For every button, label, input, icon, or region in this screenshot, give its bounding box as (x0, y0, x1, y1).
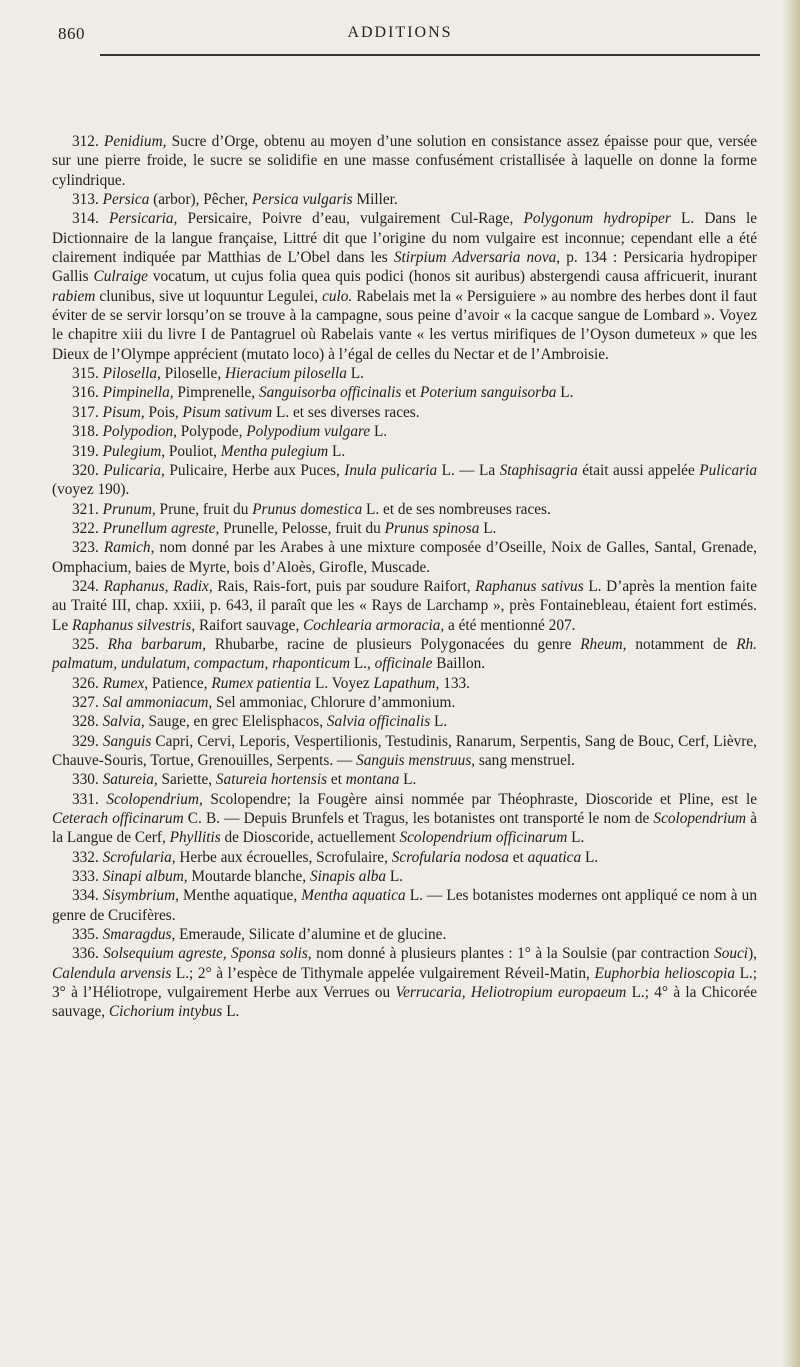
entry-text: Sauge, en grec Elelisphacos, (144, 713, 327, 731)
italic-term: Ceterach officinarum (52, 810, 184, 828)
entry-331 (52, 790, 757, 848)
entry-text: Rhubarbe, racine de plusieurs Polygonacées du genre (206, 635, 581, 653)
italic-term: Pulicaria (699, 461, 758, 479)
entry-322 (52, 519, 757, 538)
entry-text: C. B. — Depuis Brunfels et Tragus, les botanistes ont transporté le nom de (183, 810, 654, 828)
entry-314 (52, 209, 757, 364)
italic-term: Raphanus, Radix, (103, 577, 213, 595)
entry-326 (52, 674, 757, 693)
italic-term: Euphorbia helioscopia (594, 964, 736, 982)
italic-term: Phyllitis (169, 829, 221, 847)
italic-term: Cichorium intybus (108, 1003, 223, 1021)
italic-term: Verrucaria, Heliotropium europaeum (395, 984, 627, 1002)
entry-text: L. et ses diverses races. (272, 403, 420, 421)
italic-term: Polypodium vulgare (246, 423, 371, 441)
entry-text: et (401, 384, 421, 402)
italic-term: Pimpinella, (102, 384, 174, 402)
italic-term: Stirpium Adversaria nova, (393, 249, 561, 267)
entry-number: 313. (72, 191, 99, 209)
italic-term: Pilosella, (102, 365, 161, 383)
italic-term: Smaragdus, (102, 926, 176, 944)
entry-number: 322. (72, 519, 99, 537)
entry-text (99, 636, 108, 653)
entry-text: Moutarde blanche, (187, 868, 310, 886)
entry-317 (52, 403, 757, 422)
italic-term: Hieracium pilosella (225, 365, 347, 383)
entry-text: Pulicaire, Herbe aux Puces, (164, 461, 345, 479)
entry-text: L. (581, 848, 599, 866)
entry-text: L. — La (437, 461, 500, 479)
italic-term: Scolopendrium (653, 810, 747, 828)
entry-318 (52, 422, 757, 441)
entry-text: L. (399, 771, 417, 789)
entry-text: Herbe aux écrouelles, Scrofulaire, (175, 848, 392, 866)
entry-text: Sariette, (157, 771, 216, 789)
italic-term: Scrofularia, (102, 848, 176, 866)
entry-text: ), (748, 945, 757, 963)
italic-term: Poterium sanguisorba (420, 384, 557, 402)
italic-term: rabiem (52, 287, 96, 305)
entry-text: à la Langue de Cerf, (52, 810, 757, 847)
italic-term: Sinapis alba (309, 868, 387, 886)
italic-term: Penidium, (103, 133, 167, 150)
entry-text: (voyez 190). (52, 481, 130, 499)
entry-323 (52, 538, 757, 577)
entry-text: L. (430, 713, 448, 731)
entry-number: 330. (72, 771, 99, 789)
entry-312 (52, 132, 757, 190)
italic-term: Staphisagria (499, 461, 578, 479)
entry-number: 315. (72, 365, 99, 383)
entry-text: Baillon. (432, 655, 486, 673)
italic-term: Sal ammoniacum, (102, 693, 213, 711)
italic-term: Rheum, (580, 635, 627, 653)
entry-text: Patience, (148, 674, 212, 692)
entry-number: 328. (72, 713, 99, 731)
entry-text: Pois, (144, 403, 183, 421)
entry-320 (52, 461, 757, 500)
entry-text: L., (350, 655, 375, 673)
entry-number: 335. (72, 926, 99, 944)
entry-text: nom donné à plusieurs plantes : 1° à la Soulsie (par contraction (311, 945, 715, 963)
entry-text: sang menstruel. (475, 752, 575, 769)
italic-term: Satureia, (102, 771, 158, 789)
italic-term: Scrofularia nodosa (391, 848, 509, 866)
italic-term: Raphanus sativus (475, 577, 584, 595)
entry-text: et (327, 771, 346, 789)
entry-text: (arbor), Pêcher, (149, 191, 252, 209)
entry-text: L. (479, 519, 497, 537)
entry-text: L. (567, 829, 585, 847)
entry-text: Scolopendre; la Fougère ainsi nommée par Théophraste, Dioscoride et Pline, est le (202, 790, 757, 808)
italic-term: Lapathum, (373, 674, 440, 692)
entry-325 (52, 635, 757, 674)
italic-term: Polypodion, (102, 423, 177, 441)
entry-text: Polypode, (176, 423, 247, 441)
entry-text: Pouliot, (165, 442, 221, 460)
entry-text: L. (386, 868, 404, 886)
running-title: ADDITIONS (347, 24, 453, 41)
italic-term: Rh. palmatum, undulatum, compactum, rhaponticum (52, 635, 758, 673)
entry-text: p. 134 : Persicaria hydropiper Gallis (52, 249, 757, 286)
entry-text: Menthe aquatique, (178, 887, 302, 905)
italic-term: Sanguisorba officinalis (258, 384, 402, 402)
italic-term: Sanguis menstruus, (356, 752, 476, 769)
entry-number: 316. (72, 384, 99, 402)
entry-number: 334. (72, 887, 99, 905)
entry-333 (52, 867, 757, 886)
italic-term: Persica vulgaris (251, 191, 353, 209)
entry-number: 312. (72, 133, 99, 150)
italic-term: montana (345, 771, 400, 789)
entry-text: Prune, fruit du (155, 500, 253, 518)
italic-term: Inula pulicaria (344, 461, 438, 479)
italic-term: Sinapi album, (102, 868, 188, 886)
entry-number: 331. (72, 790, 99, 808)
italic-term: Pulegium, (102, 442, 166, 460)
entry-313 (52, 190, 757, 209)
italic-term: Raphanus silvestris, (71, 616, 196, 634)
italic-term: Mentha pulegium (220, 442, 329, 460)
entry-text: L. D’après la mention faite au Traité III, chap. xxiii, p. 643, il paraît que les « Rays de Larchamp », près Fontainebleau, étaient fort estimés. Le (52, 577, 757, 634)
entry-text: 133. (439, 674, 470, 692)
entry-text: L. (222, 1003, 240, 1021)
italic-term: Calendula arvensis (52, 964, 172, 982)
italic-term: Rumex, (102, 674, 149, 692)
entry-329 (52, 732, 757, 771)
entry-text: L. (328, 442, 346, 460)
entry-319 (52, 442, 757, 461)
entry-text: L. (370, 423, 388, 441)
entry-316 (52, 383, 757, 402)
entry-number: 317. (72, 403, 99, 421)
entry-336 (52, 944, 757, 1021)
entry-text: était aussi appelée (577, 461, 700, 479)
entry-330 (52, 770, 757, 789)
italic-term: Prunus domestica (252, 500, 363, 518)
italic-term: Pisum, (102, 403, 145, 421)
entry-number: 320. (72, 461, 99, 479)
italic-term: Cochlearia armoracia, (303, 616, 445, 634)
entry-text: Pimprenelle, (173, 384, 259, 402)
entry-328 (52, 712, 757, 731)
italic-term: aquatica (527, 848, 582, 866)
entry-text: L. Voyez (311, 674, 374, 692)
entry-number: 324. (72, 577, 99, 595)
italic-term: officinale (374, 655, 433, 673)
entry-text: Rais, Rais-fort, puis par soudure Raifort, (212, 577, 476, 595)
entry-text: clunibus, sive ut loquuntur Legulei, (95, 287, 323, 305)
italic-term: Prunellum agreste, (102, 519, 220, 537)
entry-335 (52, 925, 757, 944)
entry-number: 321. (72, 500, 99, 518)
entry-334 (52, 886, 757, 925)
italic-term: Polygonum hydropiper (523, 210, 671, 228)
entry-text: Capri, Cervi, Leporis, Vespertilionis, Testudinis, Ranarum, Serpentis, Sang de Bouc, Cerf, Lièvre, Chauve-Souris, Tortue, Grenouilles, Serpents. — (52, 732, 757, 769)
entry-text: Prunelle, Pelosse, fruit du (219, 519, 385, 537)
italic-term: Ramich, (103, 539, 155, 557)
entry-text: L.; 3° à l’Héliotrope, vulgairement Herbe aux Verrues ou (52, 964, 758, 1002)
italic-term: Scolopendrium officinarum (399, 829, 568, 847)
entry-327 (52, 693, 757, 712)
italic-term: Salvia, (102, 713, 145, 731)
entries-list (52, 132, 757, 1022)
italic-term: Prunum, (102, 500, 156, 518)
entry-text: de Dioscoride, actuellement (220, 829, 400, 847)
italic-term: Scolopendrium, (106, 790, 203, 808)
italic-term: Rumex patientia (211, 674, 312, 692)
entry-324 (52, 577, 757, 635)
page-edge-shadow (782, 0, 800, 1367)
entry-text: L. (556, 384, 574, 402)
entry-321 (52, 500, 757, 519)
italic-term: Persica (102, 191, 150, 209)
entry-text: Miller. (352, 191, 398, 209)
entry-text: notamment de (626, 635, 737, 653)
entry-text: et (508, 848, 528, 866)
entry-text: L. et de ses nombreuses races. (362, 500, 551, 518)
entry-text: Piloselle, (160, 365, 225, 383)
italic-term: Satureia hortensis (215, 771, 328, 789)
italic-term: Prunus spinosa (384, 519, 480, 537)
italic-term: Rha barbarum, (107, 635, 207, 653)
italic-term: Mentha aquatica (301, 887, 406, 905)
entry-text: L.; 2° à l’espèce de Tithymale appelée vulgairement Réveil-Matin, (171, 964, 595, 982)
entry-text: Persicaire, Poivre d’eau, vulgairement Cul-Rage, (177, 210, 524, 228)
entry-text: a été mentionné 207. (444, 616, 576, 634)
italic-term: Souci (714, 945, 749, 963)
entry-number: 325. (72, 635, 99, 653)
italic-term: Sisymbrium, (102, 887, 179, 905)
entry-text: Rabelais met la « Persiguiere » au nombre des herbes dont il faut éviter de se servir lorsqu’on se trouve à la campagne, sous peine d’avoir « la cacque sangue de Lombard ». Voyez le chapitre xiii du livre I de Pantagruel où Rabelais vante « les vertus mirifiques de l’Oyson dumeteux » que les Dieux de l’Olympe apprécient (mutato loco) à l’égal de celles du Nectar et de l’Ambroisie. (52, 287, 757, 363)
entry-text: L. (346, 365, 364, 383)
page-number: 860 (58, 24, 85, 43)
italic-term: Culraige (93, 268, 148, 286)
entry-text (99, 210, 109, 227)
entry-text: vocatum, ut cujus folia quea quis podici (honos sit auribus) abstergendi causa affricuerit, inurant (147, 268, 757, 286)
entry-number: 327. (72, 693, 99, 711)
entry-315 (52, 364, 757, 383)
italic-term: Salvia officinalis (326, 713, 431, 731)
entry-number: 333. (72, 868, 99, 886)
entry-number: 319. (72, 442, 99, 460)
entry-number: 336. (72, 945, 99, 963)
entry-text: L. Dans le Dictionnaire de la langue française, Littré dit que l’origine du nom vulgaire est inconnue; cependant elle a été clairement indiquée par Matthias de L’Obel dans les (52, 210, 758, 267)
italic-term: Pisum sativum (182, 403, 273, 421)
header-rule (100, 54, 760, 56)
italic-term: Sanguis (102, 732, 152, 750)
entry-text: Emeraude, Silicate d’alumine et de glucine. (175, 926, 447, 944)
entry-332 (52, 848, 757, 867)
entry-number: 323. (72, 539, 99, 557)
entry-number: 314. (72, 210, 99, 228)
entry-text: Sel ammoniac, Chlorure d’ammonium. (212, 693, 456, 711)
entry-text: Sucre d’Orge, obtenu au moyen d’une solution en consistance assez épaisse pour que, versée sur une pierre froide, le sucre se solidifie en une masse confusément cristallisée à laquelle on donne la forme cylindrique. (52, 133, 758, 189)
entry-text: Raifort sauvage, (195, 616, 304, 634)
italic-term: Persicaria, (108, 210, 178, 228)
italic-term: Solsequium agreste, Sponsa solis, (103, 945, 312, 963)
entry-text: nom donné par les Arabes à une mixture composée d’Oseille, Noix de Galles, Santal, Grenade, Omphacium, baies de Myrte, bois d’Aloès, Girofle, Muscade. (52, 539, 757, 576)
entry-text: L.; 4° à la Chicorée sauvage, (52, 984, 757, 1021)
entry-number: 329. (72, 732, 99, 750)
italic-term: culo. (322, 287, 353, 305)
italic-term: Pulicaria, (103, 461, 165, 479)
entry-number: 332. (72, 848, 99, 866)
entry-number: 318. (72, 423, 99, 441)
entry-number: 326. (72, 674, 99, 692)
entry-text: L. — Les botanistes modernes ont appliqué ce nom à un genre de Crucifères. (52, 887, 757, 924)
